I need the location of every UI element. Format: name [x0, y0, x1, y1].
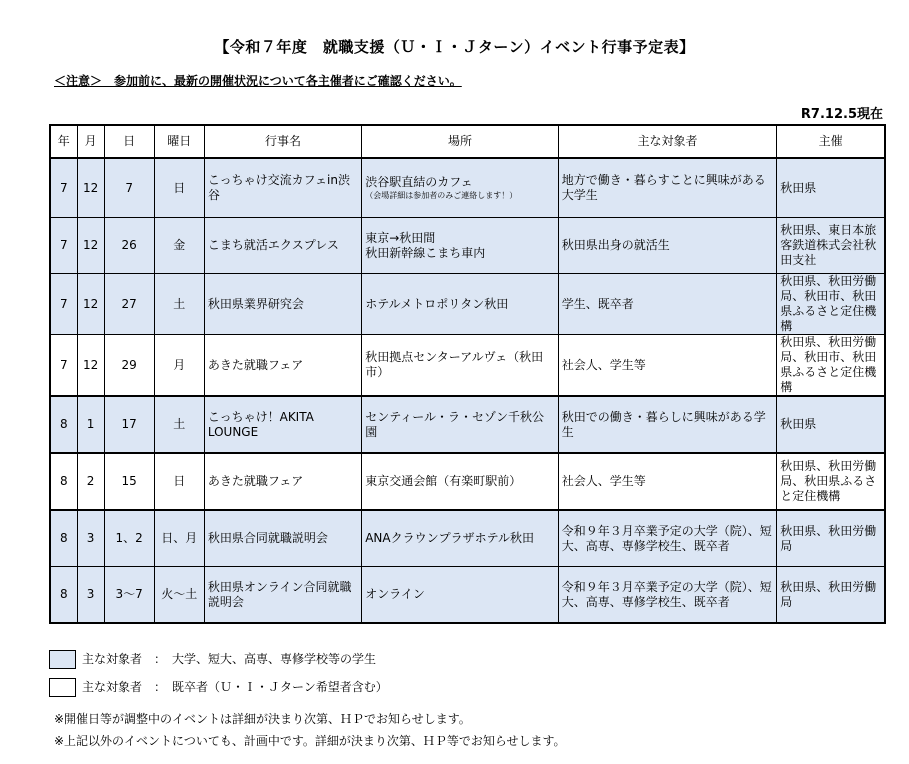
- legend-graduate-swatch: [49, 678, 76, 697]
- legend-student-text: 主な対象者 ： 大学、短大、高専、専修学校等の学生: [82, 652, 377, 666]
- legend-student-swatch: [49, 650, 76, 669]
- cell-year: 7: [50, 218, 77, 274]
- header-place: 場所: [362, 125, 558, 158]
- header-row: [50, 125, 885, 158]
- cell-host: 秋田県、秋田労働局、秋田市、秋田県ふるさと定住機構: [777, 274, 885, 335]
- footnote-1: ※開催日等が調整中のイベントは詳細が決まり次第、ＨＰでお知らせします。: [54, 712, 471, 726]
- table-row: [50, 396, 885, 453]
- cell-host: 秋田県、東日本旅客鉄道株式会社秋田支社: [777, 218, 885, 274]
- cell-weekday: 金: [154, 218, 204, 274]
- place-note: （会場詳細は参加者のみご連絡します！）: [365, 191, 518, 200]
- cell-place: [362, 158, 558, 218]
- cell-year: 8: [50, 396, 77, 453]
- cell-target: 秋田県出身の就活生: [558, 218, 777, 274]
- cell-host: 秋田県、秋田労働局: [777, 567, 885, 624]
- cell-weekday: 火〜土: [154, 567, 204, 624]
- cell-month: 3: [77, 510, 104, 567]
- cell-place: センティール・ラ・セゾン千秋公園: [362, 396, 558, 453]
- cell-place: 東京→秋田間 秋田新幹線こまち車内: [362, 218, 558, 274]
- cell-day: 17: [104, 396, 154, 453]
- cell-year: 7: [50, 158, 77, 218]
- notice-text: ＜注意＞ 参加前に、最新の開催状況について各主催者にご確認ください。: [54, 74, 462, 88]
- header-weekday: 曜日: [154, 125, 204, 158]
- cell-day: 15: [104, 453, 154, 510]
- cell-weekday: 日: [154, 453, 204, 510]
- cell-target: 秋田での働き・暮らしに興味がある学生: [558, 396, 777, 453]
- cell-day: 1、2: [104, 510, 154, 567]
- cell-weekday: 日: [154, 158, 204, 218]
- cell-place: 秋田拠点センターアルヴェ（秋田市）: [362, 335, 558, 397]
- cell-month: 12: [77, 274, 104, 335]
- table-row: [50, 218, 885, 274]
- header-year: 年: [50, 125, 77, 158]
- event-schedule-table: [49, 124, 886, 624]
- cell-year: 8: [50, 453, 77, 510]
- header-host: 主催: [777, 125, 885, 158]
- cell-day: 29: [104, 335, 154, 397]
- cell-day: 27: [104, 274, 154, 335]
- table-row: [50, 335, 885, 397]
- cell-target: 学生、既卒者: [558, 274, 777, 335]
- cell-month: 12: [77, 158, 104, 218]
- header-day: 日: [104, 125, 154, 158]
- header-month: 月: [77, 125, 104, 158]
- cell-event: あきた就職フェア: [204, 335, 361, 397]
- cell-event: こっちゃけ！AKITA LOUNGE: [204, 396, 361, 453]
- table-row: [50, 567, 885, 624]
- cell-host: 秋田県、秋田労働局、秋田県ふるさと定住機構: [777, 453, 885, 510]
- cell-target: 令和９年３月卒業予定の大学（院）、短大、高専、専修学校生、既卒者: [558, 510, 777, 567]
- as-of-date: R7.12.5現在: [800, 107, 883, 122]
- cell-year: 7: [50, 335, 77, 397]
- footnote-2: ※上記以外のイベントについても、計画中です。詳細が決まり次第、ＨＰ等でお知らせします。: [54, 734, 566, 748]
- cell-weekday: 土: [154, 396, 204, 453]
- legend-graduate-text: 主な対象者 ： 既卒者（Ｕ・Ｉ・Ｊターン希望者含む）: [82, 680, 388, 694]
- cell-target: 社会人、学生等: [558, 335, 777, 397]
- header-target: 主な対象者: [558, 125, 777, 158]
- page-title: 【令和７年度 就職支援（Ｕ・Ｉ・Ｊターン）イベント行事予定表】: [214, 38, 695, 56]
- cell-event: こっちゃけ交流カフェin渋谷: [204, 158, 361, 218]
- cell-month: 3: [77, 567, 104, 624]
- cell-host: 秋田県、秋田労働局: [777, 510, 885, 567]
- cell-day: 26: [104, 218, 154, 274]
- table-row: [50, 510, 885, 567]
- cell-place: 東京交通会館（有楽町駅前）: [362, 453, 558, 510]
- cell-weekday: 日、月: [154, 510, 204, 567]
- cell-weekday: 月: [154, 335, 204, 397]
- cell-month: 12: [77, 335, 104, 397]
- legend-graduate: [49, 678, 388, 697]
- cell-day: 7: [104, 158, 154, 218]
- cell-place: ANAクラウンプラザホテル秋田: [362, 510, 558, 567]
- cell-place: ホテルメトロポリタン秋田: [362, 274, 558, 335]
- cell-host: 秋田県: [777, 158, 885, 218]
- cell-place: オンライン: [362, 567, 558, 624]
- table-row: [50, 274, 885, 335]
- cell-year: 7: [50, 274, 77, 335]
- place-text: 渋谷駅直結のカフェ: [365, 175, 473, 189]
- cell-year: 8: [50, 510, 77, 567]
- cell-month: 12: [77, 218, 104, 274]
- cell-event: こまち就活エクスプレス: [204, 218, 361, 274]
- cell-event: あきた就職フェア: [204, 453, 361, 510]
- cell-month: 1: [77, 396, 104, 453]
- cell-event: 秋田県合同就職説明会: [204, 510, 361, 567]
- cell-year: 8: [50, 567, 77, 624]
- cell-target: 令和９年３月卒業予定の大学（院）、短大、高専、専修学校生、既卒者: [558, 567, 777, 624]
- cell-weekday: 土: [154, 274, 204, 335]
- cell-event: 秋田県業界研究会: [204, 274, 361, 335]
- cell-month: 2: [77, 453, 104, 510]
- table-row: [50, 158, 885, 218]
- table-row: [50, 453, 885, 510]
- cell-host: 秋田県: [777, 396, 885, 453]
- cell-day: 3〜7: [104, 567, 154, 624]
- legend-student: [49, 650, 376, 669]
- cell-event: 秋田県オンライン合同就職説明会: [204, 567, 361, 624]
- cell-target: 社会人、学生等: [558, 453, 777, 510]
- cell-target: 地方で働き・暮らすことに興味がある大学生: [558, 158, 777, 218]
- cell-host: 秋田県、秋田労働局、秋田市、秋田県ふるさと定住機構: [777, 335, 885, 397]
- header-event: 行事名: [204, 125, 361, 158]
